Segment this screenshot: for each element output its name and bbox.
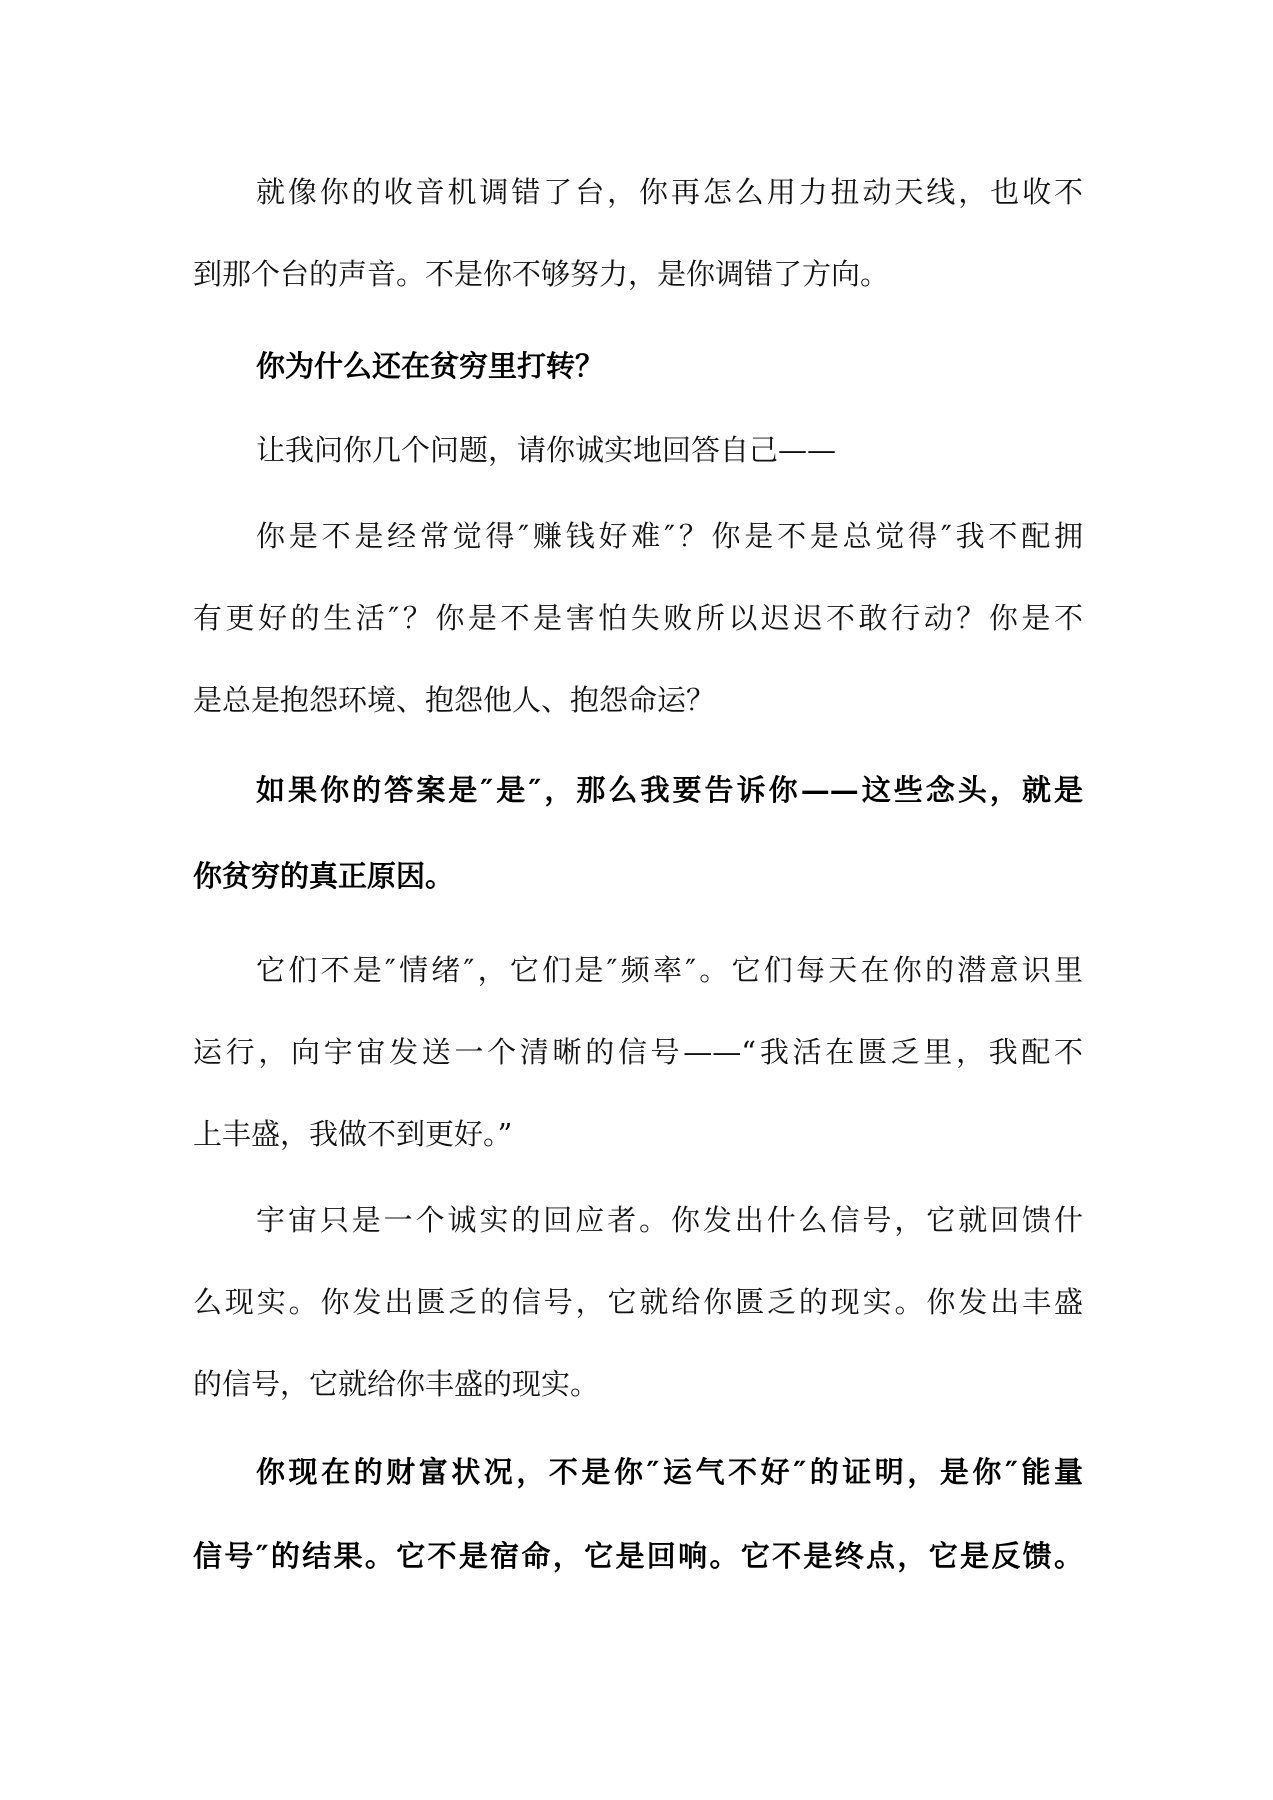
section-heading: 你为什么还在贫穷里打转？ xyxy=(256,349,605,383)
paragraph-6-line-2: 的信号，它就给你丰盛的现实。 xyxy=(193,1367,600,1401)
paragraph-5-line-2: 上丰盛，我做不到更好。” xyxy=(193,1117,513,1151)
paragraph-0-line-1: 到那个台的声音。不是你不够努力，是你调错了方向。 xyxy=(193,257,890,291)
paragraph-2-line-0: 让我问你几个问题，请你诚实地回答自己—— xyxy=(256,433,837,467)
paragraph-6-line-1: 么现实。你发出匮乏的信号，它就给你匮乏的现实。你发出丰盛 xyxy=(193,1285,1083,1319)
paragraph-7-line-0: 你现在的财富状况，不是你″运气不好″的证明，是你″能量 xyxy=(256,1455,1083,1489)
paragraph-7-line-1: 信号″的结果。它不是宿命，它是回响。它不是终点，它是反馈。 xyxy=(193,1539,1083,1573)
paragraph-5-line-1: 运行，向宇宙发送一个清晰的信号——“我活在匮乏里，我配不 xyxy=(193,1035,1083,1069)
paragraph-3-line-1: 有更好的生活″？你是不是害怕失败所以迟迟不敢行动？你是不 xyxy=(193,601,1083,635)
paragraph-3-line-0: 你是不是经常觉得″赚钱好难″？你是不是总觉得″我不配拥 xyxy=(256,519,1083,553)
paragraph-3-line-2: 是总是抱怨环境、抱怨他人、抱怨命运？ xyxy=(193,683,716,717)
paragraph-0-line-0: 就像你的收音机调错了台，你再怎么用力扭动天线，也收不 xyxy=(256,175,1083,209)
paragraph-4-line-1: 你贫穷的真正原因。 xyxy=(193,859,455,893)
paragraph-5-line-0: 它们不是″情绪″，它们是″频率″。它们每天在你的潜意识里 xyxy=(256,953,1083,987)
paragraph-4-line-0: 如果你的答案是″是″，那么我要告诉你——这些念头，就是 xyxy=(256,773,1083,807)
paragraph-6-line-0: 宇宙只是一个诚实的回应者。你发出什么信号，它就回馈什 xyxy=(256,1203,1083,1237)
